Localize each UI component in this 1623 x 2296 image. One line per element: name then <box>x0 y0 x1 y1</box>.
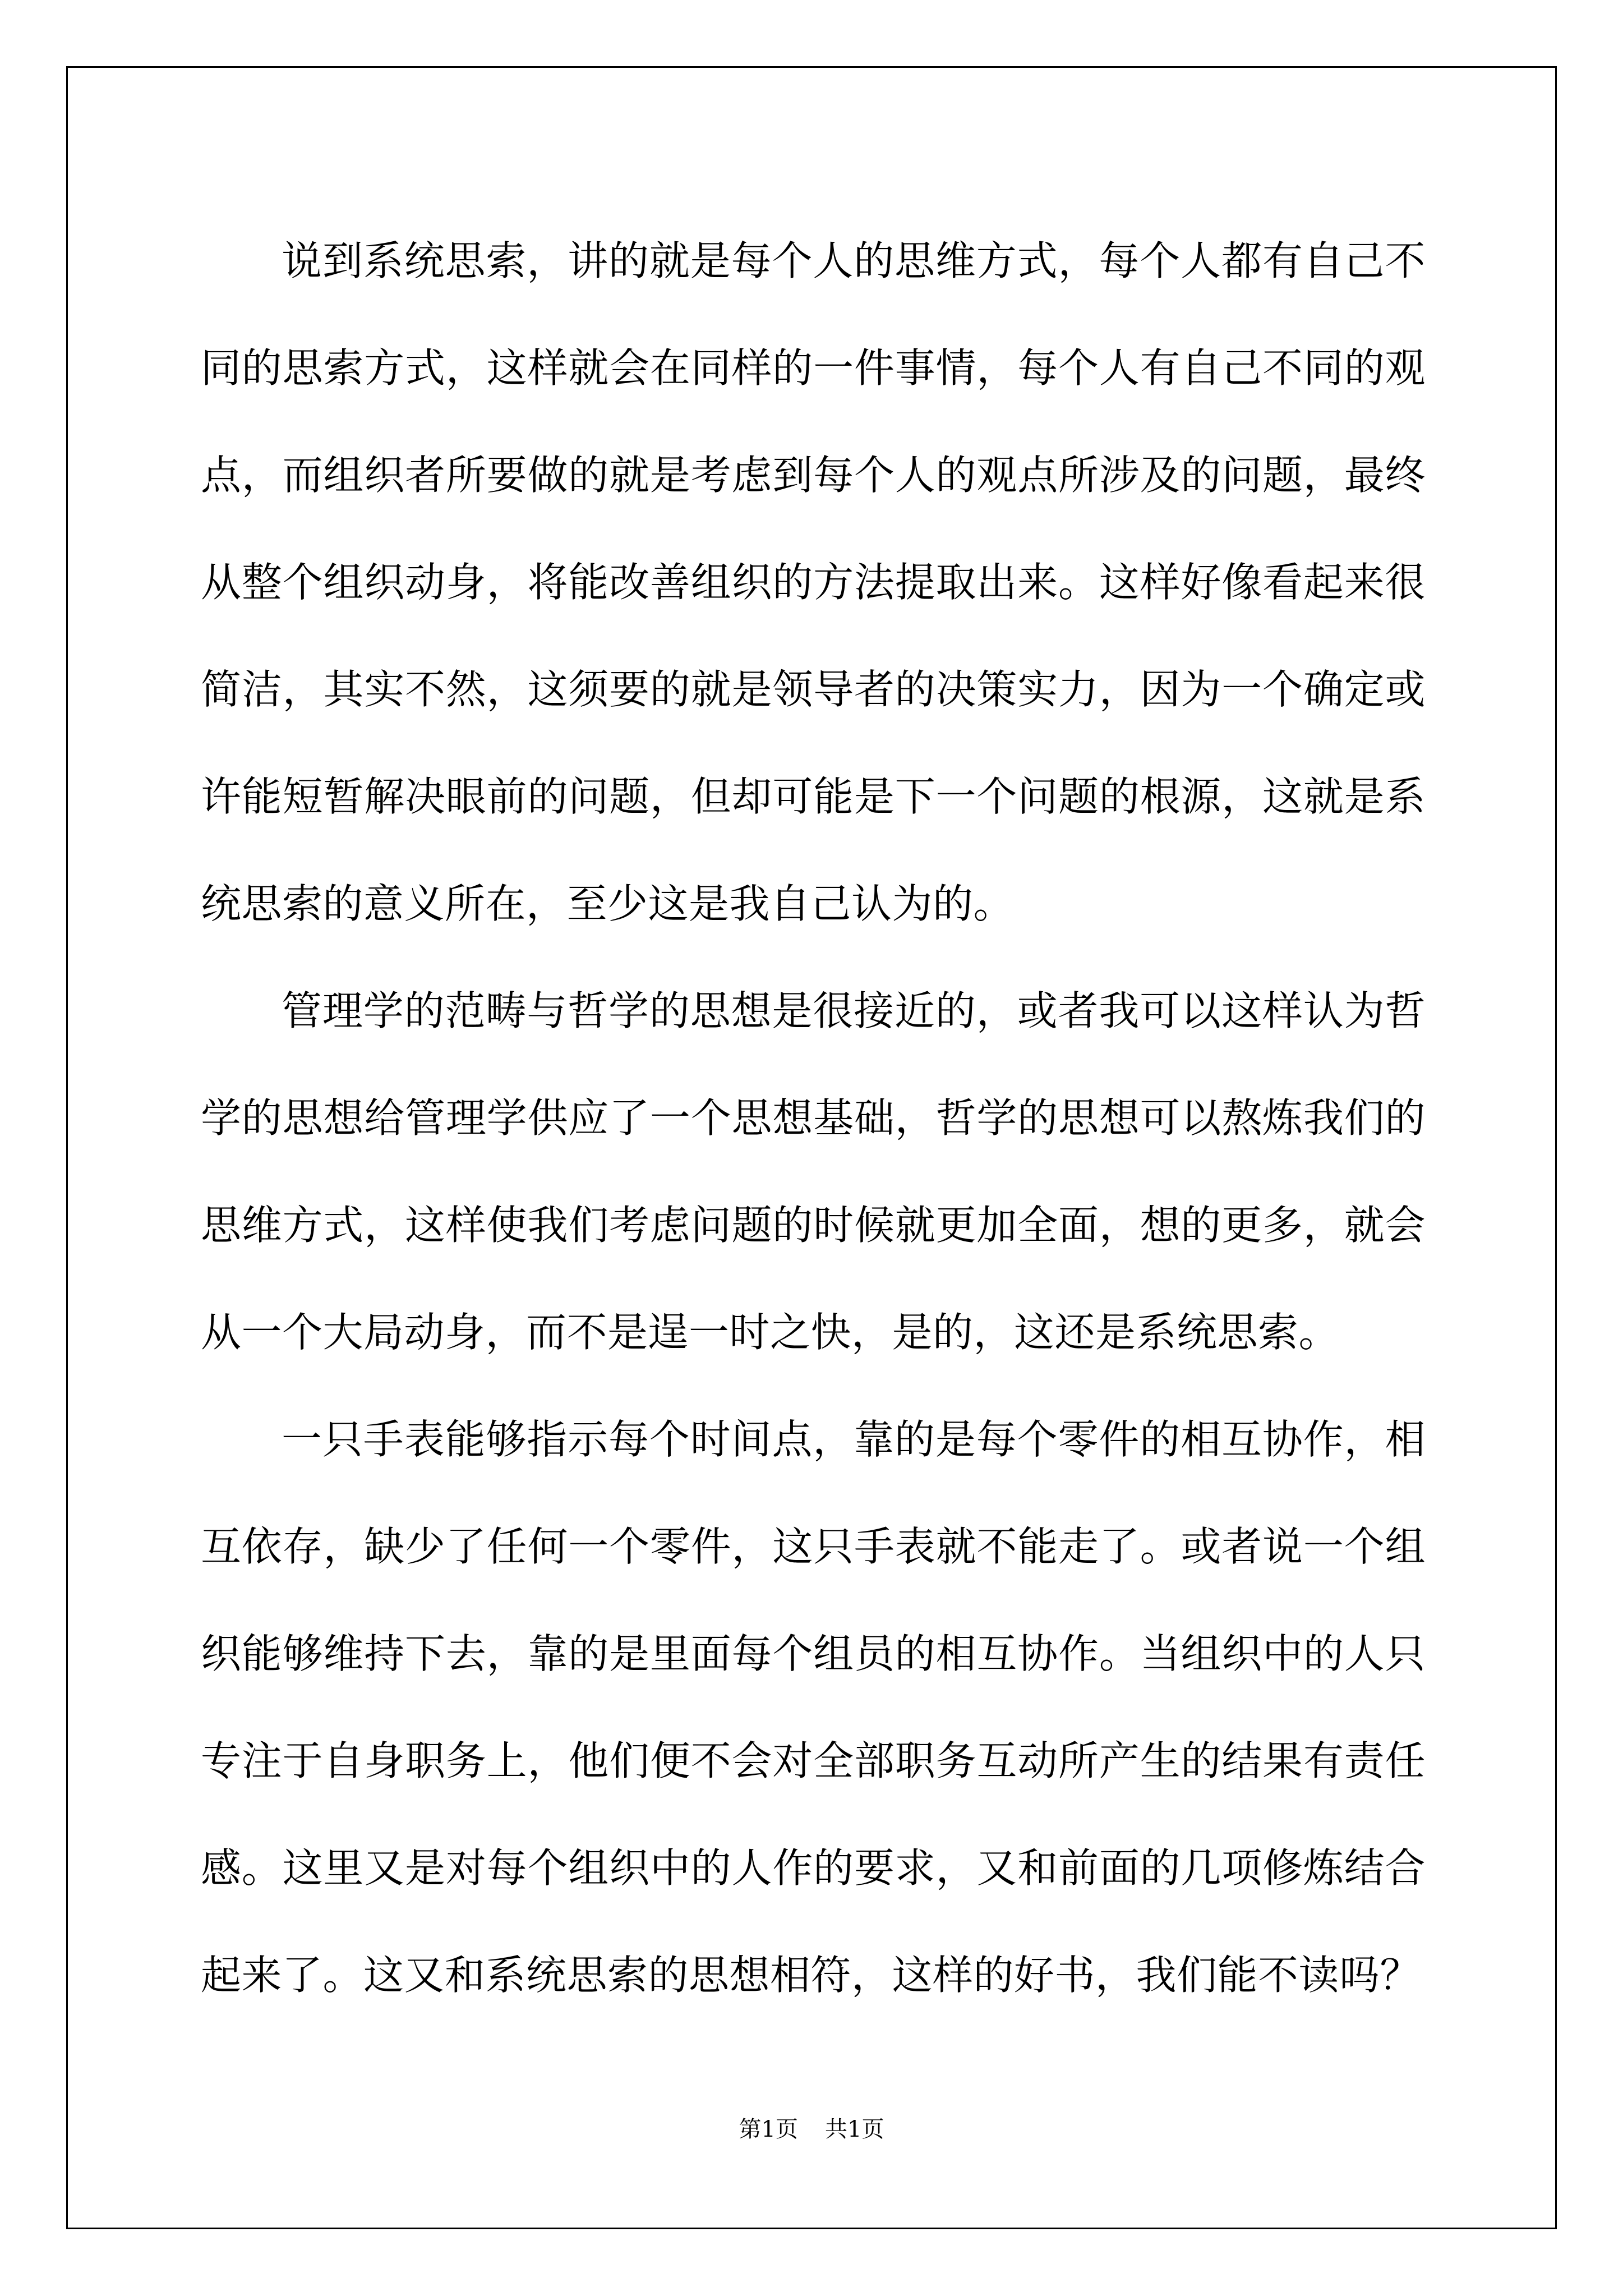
paragraph-2: 管理学的范畴与哲学的思想是很接近的，或者我可以这样认为哲学的思想给管理学供应了一个思想基础，哲学的思想可以熬炼我们的思维方式，这样使我们考虑问题的时候就更加全面，想的更多，就会从一个大局动身，而不是逞一时之快，是的，这还是系统思索。 <box>201 987 1426 1356</box>
page-footer <box>0 2111 1623 2143</box>
paragraph-1: 说到系统思索，讲的就是每个人的思维方式，每个人都有自己不同的思索方式，这样就会在同样的一件事情，每个人有自己不同的观点，而组织者所要做的就是考虑到每个人的观点所涉及的问题，最终从整个组织动身，将能改善组织的方法提取出来。这样好像看起来很简洁，其实不然，这须要的就是领导者的决策实力，因为一个确定或许能短暂解决眼前的问题，但却可能是下一个问题的根源，这就是系统思索的意义所在，至少这是我自己认为的。 <box>201 237 1426 927</box>
document-body <box>201 208 1426 2029</box>
page-total: 共1页 <box>825 2116 884 2142</box>
page-number: 第1页 <box>739 2116 798 2142</box>
paragraph-3: 一只手表能够指示每个时间点，靠的是每个零件的相互协作，相互依存，缺少了任何一个零件，这只手表就不能走了。或者说一个组织能够维持下去，靠的是里面每个组员的相互协作。当组织中的人只专注于自身职务上，他们便不会对全部职务互动所产生的结果有责任感。这里又是对每个组织中的人作的要求，又和前面的几项修炼结合起来了。这又和系统思索的思想相符，这样的好书，我们能不读吗？ <box>201 1416 1426 1999</box>
